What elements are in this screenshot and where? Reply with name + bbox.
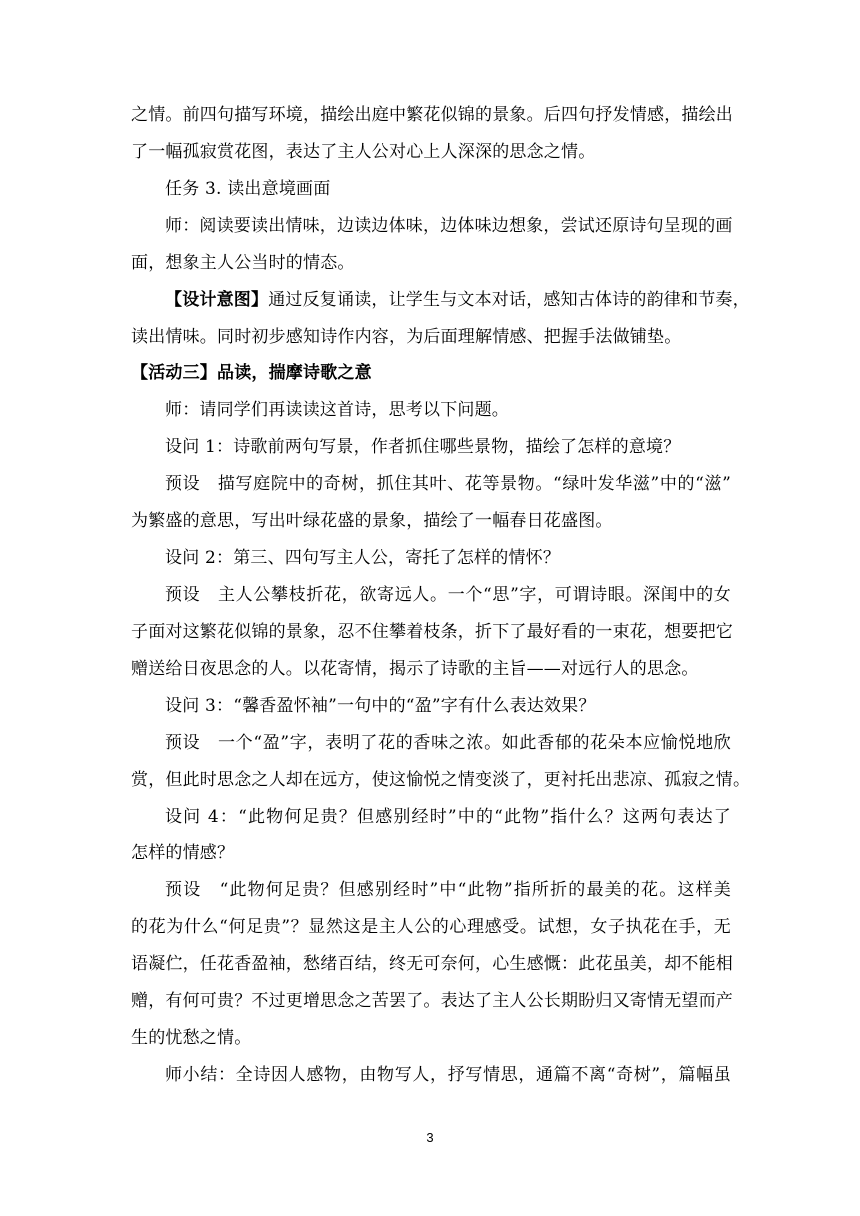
paragraph-line: 之情。前四句描写环境，描绘出庭中繁花似锦的景象。后四句抒发情感，描绘出 <box>131 105 733 125</box>
question-line: 设问 2：第三、四句写主人公，寄托了怎样的情怀？ <box>165 548 561 568</box>
summary-line: 师小结：全诗因人感物，由物写人，抒写情思，通篇不离“奇树”，篇幅虽 <box>165 1065 731 1085</box>
activity-heading: 【活动三】品读，揣摩诗歌之意 <box>131 363 372 383</box>
paragraph-line: 的花为什么“何足贵”？显然这是主人公的心理感受。试想，女子执花在手，无 <box>131 917 731 937</box>
design-intent-line <box>165 288 750 312</box>
page-number: 3 <box>426 1130 434 1145</box>
question-line: 设问 4：“此物何足贵？但感别经时”中的“此物”指什么？这两句表达了 <box>165 807 731 827</box>
paragraph-line: 语凝伫，任花香盈袖，愁绪百结，终无可奈何，心生感慨：此花虽美，却不能相 <box>131 954 733 974</box>
answer-line: 预设 描写庭院中的奇树，抓住其叶、花等景物。“绿叶发华滋”中的“滋” <box>165 474 731 494</box>
design-intent-text: 通过反复诵读，让学生与文本对话，感知古体诗的韵律和节奏， <box>268 290 750 310</box>
design-intent-label: 【设计意图】 <box>165 290 269 310</box>
paragraph-line: 子面对这繁花似锦的景象，忍不住攀着枝条，折下了最好看的一束花，想要把它 <box>131 622 733 642</box>
paragraph-line: 赠，有何可贵？不过更增思念之苦罢了。表达了主人公长期盼归又寄情无望而产 <box>131 991 733 1011</box>
paragraph-line: 读出情味。同时初步感知诗作内容，为后面理解情感、把握手法做铺垫。 <box>131 327 682 347</box>
task-heading: 任务 3. 读出意境画面 <box>165 179 331 199</box>
paragraph-line: 赠送给日夜思念的人。以花寄情，揭示了诗歌的主旨——对远行人的思念。 <box>131 659 699 679</box>
question-line: 设问 3：“馨香盈怀袖”一句中的“盈”字有什么表达效果？ <box>165 696 596 716</box>
paragraph-line: 了一幅孤寂赏花图，表达了主人公对心上人深深的思念之情。 <box>131 142 596 162</box>
question-line: 设问 1：诗歌前两句写景，作者抓住哪些景物，描绘了怎样的意境？ <box>165 437 681 457</box>
answer-line: 预设 一个“盈”字，表明了花的香味之浓。如此香郁的花朵本应愉悦地欣 <box>165 733 731 753</box>
paragraph-line: 赏，但此时思念之人却在远方，使这愉悦之情变淡了，更衬托出悲凉、孤寂之情。 <box>131 770 751 790</box>
paragraph-line: 师：阅读要读出情味，边读边体味，边体味边想象，尝试还原诗句呈现的画 <box>165 216 733 236</box>
answer-line: 预设 “此物何足贵？但感别经时”中“此物”指所折的最美的花。这样美 <box>165 880 731 900</box>
answer-line: 预设 主人公攀枝折花，欲寄远人。一个“思”字，可谓诗眼。深闺中的女 <box>165 585 731 605</box>
paragraph-line: 为繁盛的意思，写出叶绿花盛的景象，描绘了一幅春日花盛图。 <box>131 511 613 531</box>
paragraph-line: 面，想象主人公当时的情态。 <box>131 253 355 273</box>
paragraph-line: 师：请同学们再读读这首诗，思考以下问题。 <box>165 400 509 420</box>
paragraph-line: 生的忧愁之情。 <box>131 1028 252 1048</box>
paragraph-line: 怎样的情感？ <box>131 843 235 863</box>
